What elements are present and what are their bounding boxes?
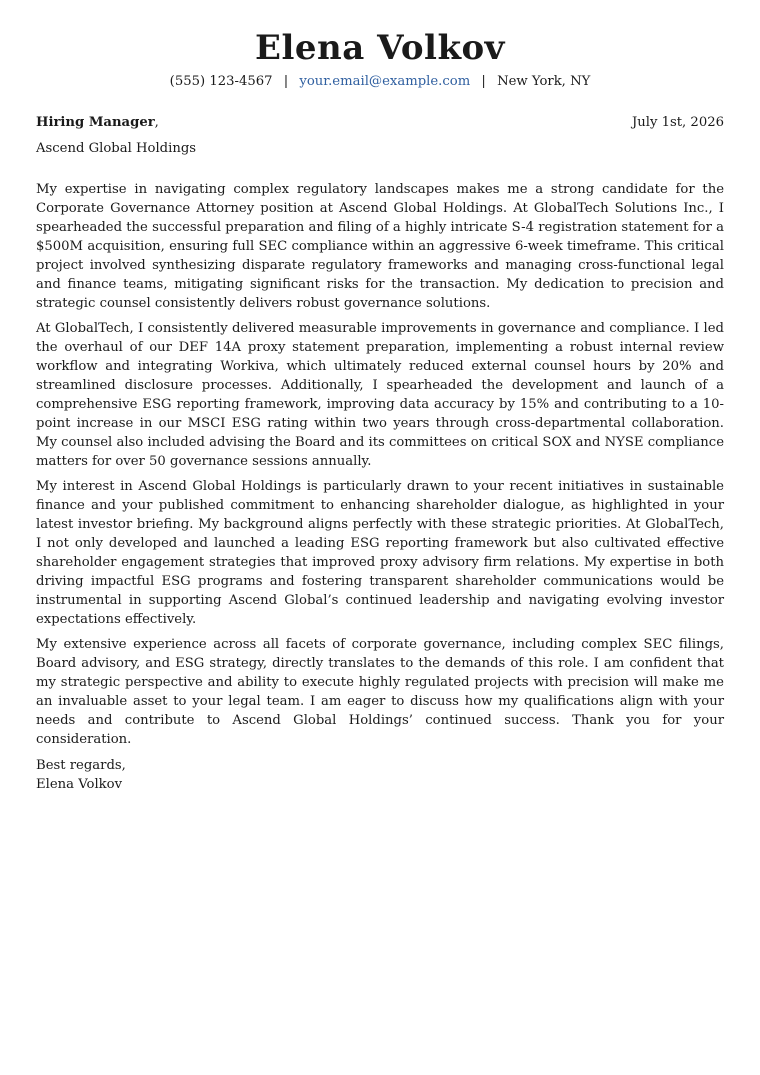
body-paragraph: My interest in Ascend Global Holdings is particularly drawn to your recent initiatives in sustainable finance and your published commitment to enhancing shareholder dialogue, as highlighted in your latest investor briefing. My background aligns perfectly with these strategic priorities. At GlobalTech, I not only developed and launched a leading ESG reporting framework but also cultivated effective shareholder engagement strategies that improved proxy advisory firm relations. My expertise in both driving impactful ESG programs and fostering transparent shareholder communications would be instrumental in supporting Ascend Global’s continued leadership and navigating evolving investor expectations effectively. xyxy=(36,479,724,627)
location: New York, NY xyxy=(497,74,591,89)
recipient-company: Ascend Global Holdings xyxy=(36,141,197,156)
recipient-title-wrap xyxy=(36,114,159,132)
body-paragraph: My extensive experience across all facets of corporate governance, including complex SEC filings, Board advisory, and ESG strategy, directly translates to the demands of this role. I am confident that my strategic perspective and ability to execute highly regulated projects with precision will make me an invaluable asset to your legal team. I am eager to discuss how my qualifications align with your needs and contribute to Ascend Global Holdings’ continued success. Thank you for your consideration. xyxy=(36,637,724,747)
body-paragraph: My expertise in navigating complex regulatory landscapes makes me a strong candidate for the Corporate Governance Attorney position at Ascend Global Holdings. At GlobalTech Solutions Inc., I spearheaded the successful preparation and filing of a highly intricate S-4 registration statement for a $500M acquisition, ensuring full SEC compliance within an aggressive 6-week timeframe. This critical project involved synthesizing disparate regulatory frameworks and managing cross-functional legal and finance teams, mitigating significant risks for the transaction. My dedication to precision and strategic counsel consistently delivers robust governance solutions. xyxy=(36,182,724,311)
recipient-title-comma: , xyxy=(154,115,159,130)
body-paragraph: At GlobalTech, I consistently delivered measurable improvements in governance and compliance. I led the overhaul of our DEF 14A proxy statement preparation, implementing a robust internal review workflow and integrating Workiva, which ultimately reduced external counsel hours by 20% and streamlined disclosure processes. Additionally, I spearheaded the development and launch of a comprehensive ESG reporting framework, improving data accuracy by 15% and contributing to a 10-point increase in our MSCI ESG rating within two years through cross-departmental collaboration. My counsel also included advising the Board and its committees on critical SOX and NYSE compliance matters for over 50 governance sessions annually. xyxy=(36,321,724,469)
contact-line xyxy=(0,73,760,91)
recipient-title: Hiring Manager xyxy=(36,115,155,130)
letter-body xyxy=(36,180,724,794)
closing-block xyxy=(36,756,724,794)
signature-name: Elena Volkov xyxy=(36,777,123,792)
email-link[interactable]: your.email@example.com xyxy=(299,74,471,89)
contact-separator: | xyxy=(283,74,289,89)
recipient-row xyxy=(36,114,724,132)
applicant-name: Elena Volkov xyxy=(255,28,505,68)
contact-separator: | xyxy=(481,74,486,89)
phone-number: (555) 123-4567 xyxy=(169,74,273,89)
letter-date: July 1st, 2026 xyxy=(631,115,724,130)
closing-salutation: Best regards, xyxy=(36,758,126,773)
